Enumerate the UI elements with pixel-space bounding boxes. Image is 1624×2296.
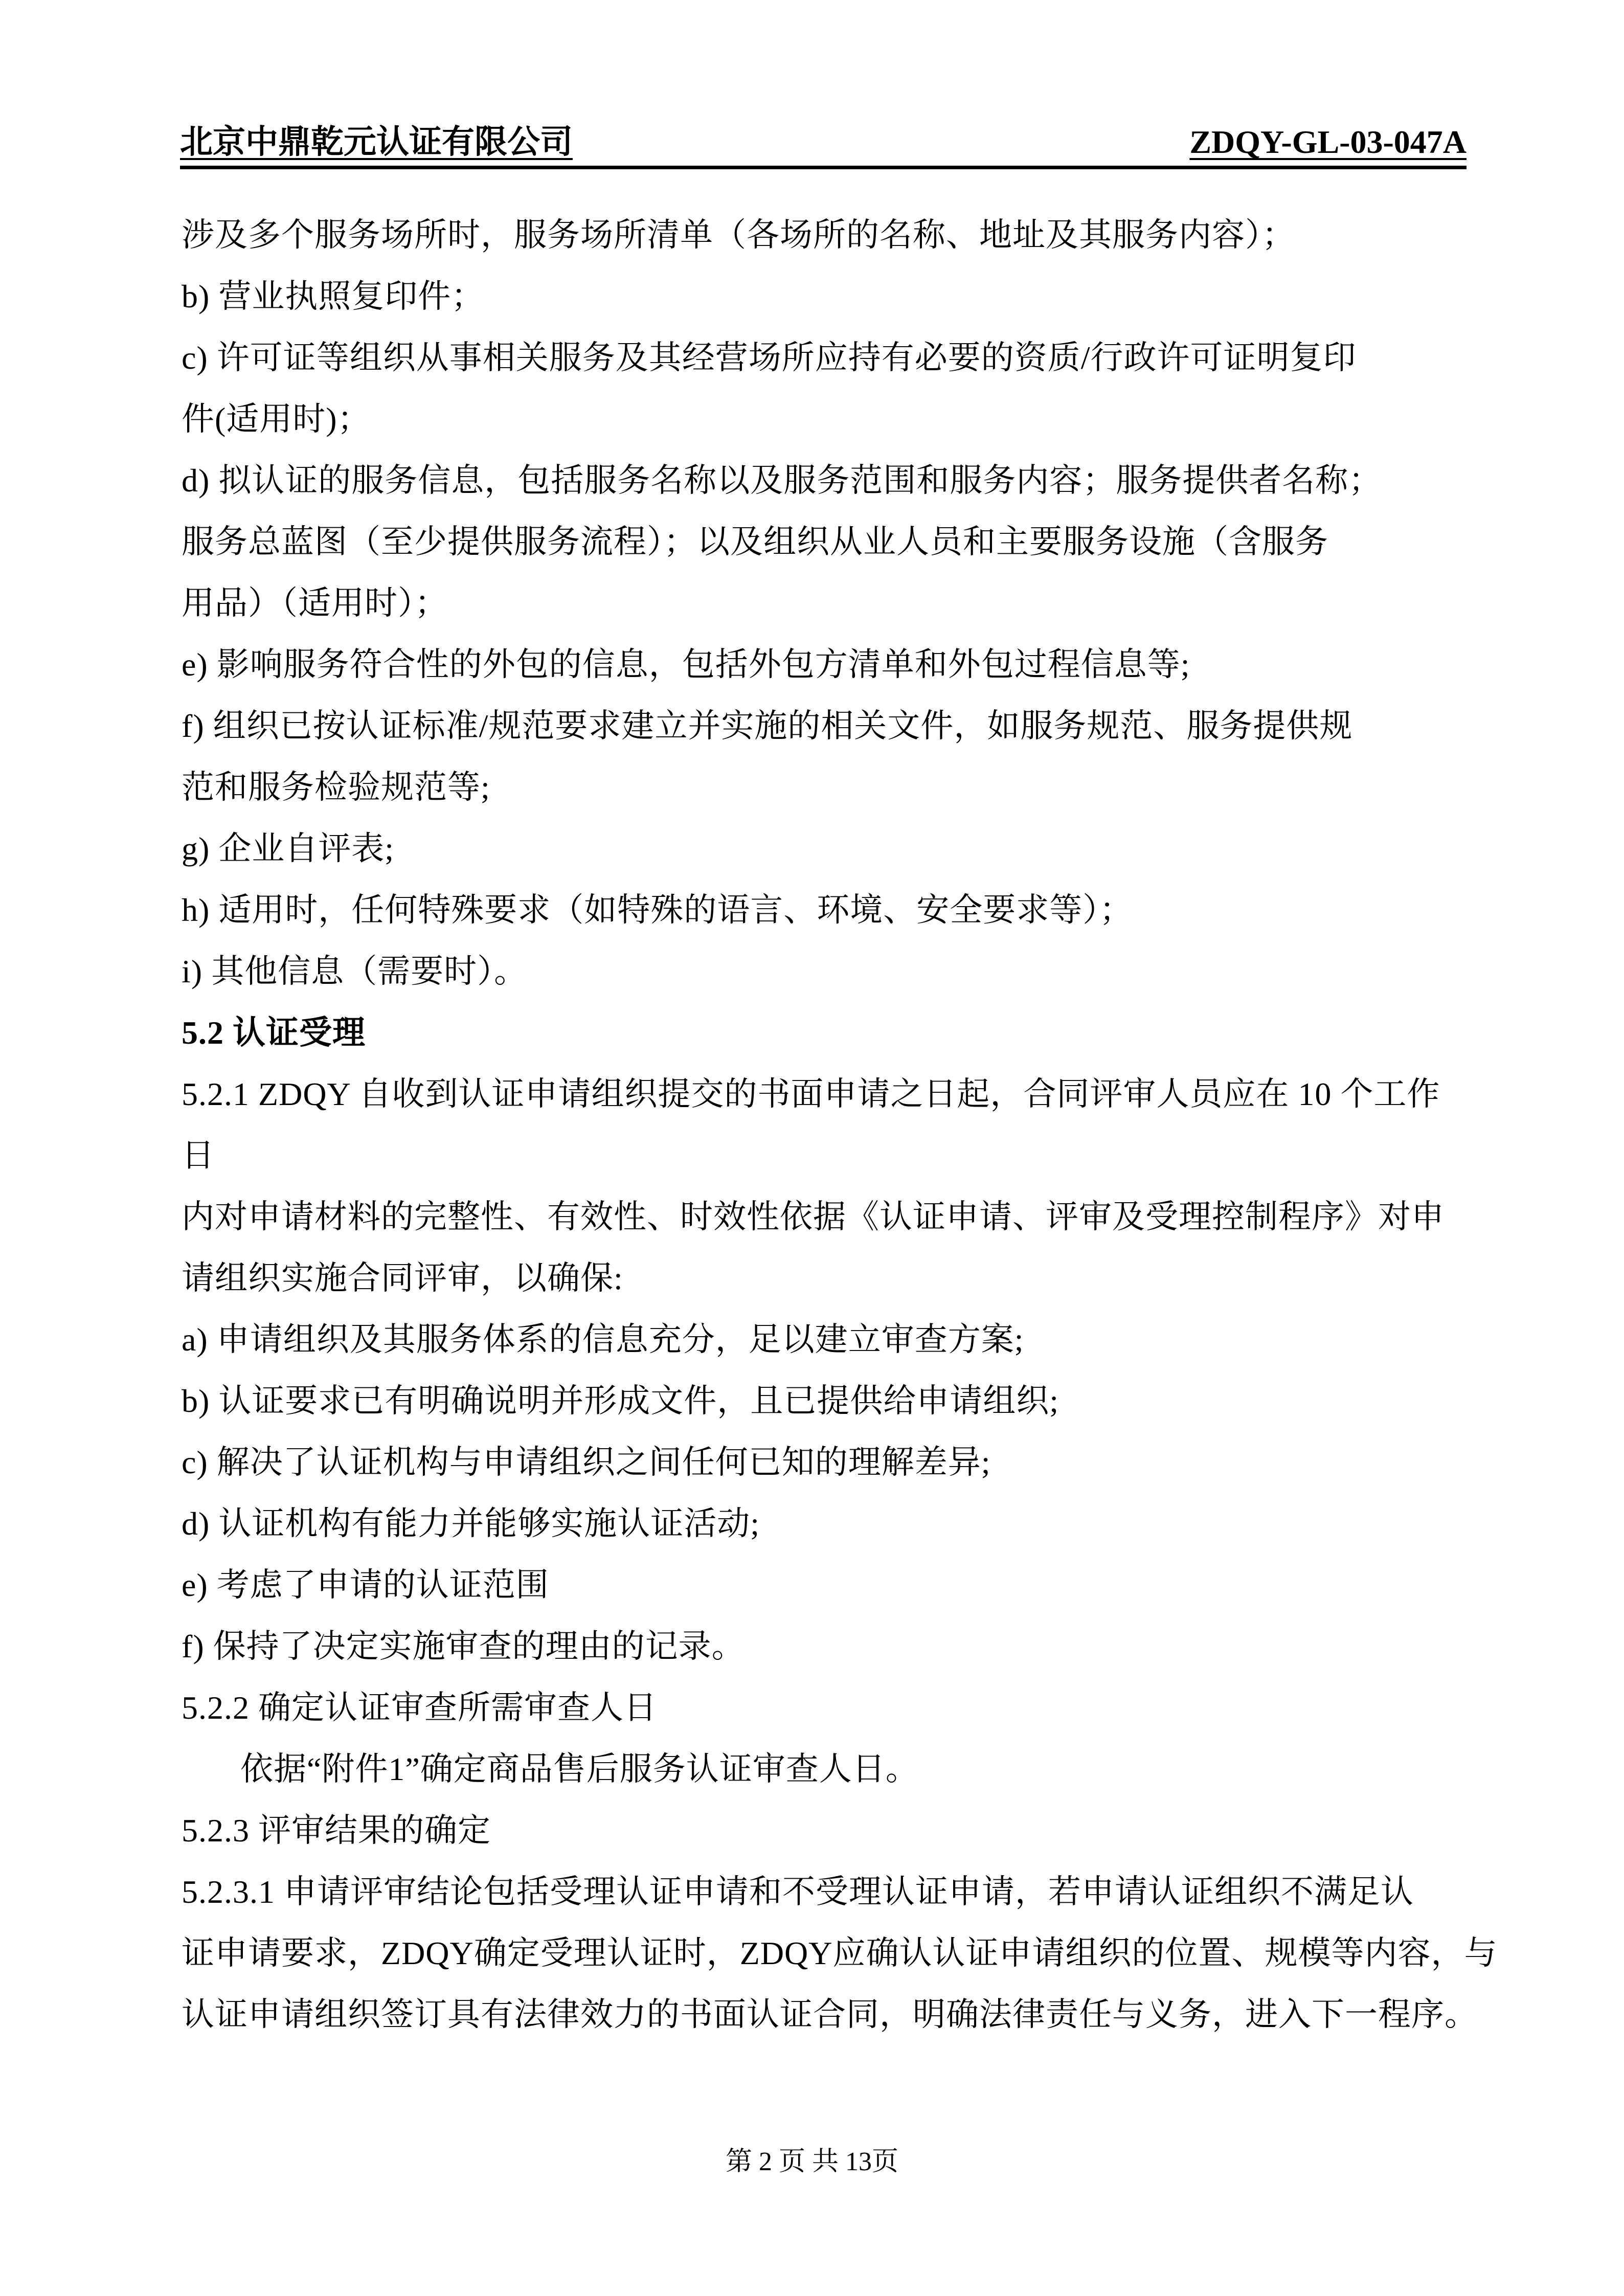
doc-line: e) 影响服务符合性的外包的信息，包括外包方清单和外包过程信息等;	[182, 646, 1190, 683]
doc-line: 5.2.3 评审结果的确定	[182, 1812, 491, 1849]
doc-line: a) 申请组织及其服务体系的信息充分，足以建立审查方案;	[182, 1321, 1024, 1358]
doc-line: b) 营业执照复印件；	[182, 278, 485, 314]
page-footer: 第 2 页 共 13页	[725, 2147, 898, 2176]
doc-line: 用品）（适用时）；	[182, 585, 448, 621]
doc-line: 5.2.1 ZDQY 自收到认证申请组织提交的书面申请之日起，合同评审人员应在 10 个工作	[182, 1076, 1440, 1112]
page-header	[180, 126, 1467, 169]
doc-line: 件(适用时)；	[182, 401, 371, 437]
doc-line: 服务总蓝图（至少提供服务流程）；以及组织从业人员和主要服务设施（含服务	[182, 524, 1328, 560]
doc-line: 依据“附件1”确定商品售后服务认证审查人日。	[240, 1751, 919, 1787]
doc-line: 5.2 认证受理	[182, 1015, 366, 1051]
doc-line: 日	[182, 1137, 215, 1174]
doc-line: 内对申请材料的完整性、有效性、时效性依据《认证申请、评审及受理控制程序》对申	[182, 1199, 1445, 1235]
doc-line: c) 许可证等组织从事相关服务及其经营场所应持有必要的资质/行政许可证明复印	[182, 340, 1357, 376]
document-number: ZDQY-GL-03-047A	[1189, 124, 1467, 160]
doc-line: h) 适用时，任何特殊要求（如特殊的语言、环境、安全要求等）；	[182, 892, 1133, 928]
doc-line: 5.2.3.1 申请评审结论包括受理认证申请和不受理认证申请，若申请认证组织不满足认	[182, 1874, 1414, 1910]
document-body	[182, 205, 1498, 2045]
doc-line: e) 考虑了申请的认证范围	[182, 1567, 549, 1603]
doc-line: 范和服务检验规范等;	[182, 769, 490, 805]
doc-line: 涉及多个服务场所时，服务场所清单（各场所的名称、地址及其服务内容）；	[182, 217, 1295, 253]
doc-line: f) 保持了决定实施审查的理由的记录。	[182, 1628, 745, 1664]
doc-line: g) 企业自评表;	[182, 830, 395, 867]
doc-line: 请组织实施合同评审，以确保:	[182, 1260, 623, 1296]
company-name: 北京中鼎乾元认证有限公司	[180, 124, 573, 160]
doc-line: d) 认证机构有能力并能够实施认证活动;	[182, 1505, 760, 1542]
doc-line: 证申请要求，ZDQY确定受理认证时，ZDQY应确认认证申请组织的位置、规模等内容，与	[182, 1935, 1498, 1971]
doc-line: 5.2.2 确定认证审查所需审查人日	[182, 1690, 657, 1726]
doc-line: c) 解决了认证机构与申请组织之间任何已知的理解差异;	[182, 1444, 991, 1480]
doc-line: b) 认证要求已有明确说明并形成文件，且已提供给申请组织;	[182, 1383, 1059, 1419]
doc-line: f) 组织已按认证标准/规范要求建立并实施的相关文件，如服务规范、服务提供规	[182, 708, 1353, 744]
doc-line: d) 拟认证的服务信息，包括服务名称以及服务范围和服务内容；服务提供者名称；	[182, 462, 1382, 499]
doc-line: i) 其他信息（需要时）。	[182, 953, 528, 989]
doc-line: 认证申请组织签订具有法律效力的书面认证合同，明确法律责任与义务，进入下一程序。	[182, 1996, 1478, 2033]
